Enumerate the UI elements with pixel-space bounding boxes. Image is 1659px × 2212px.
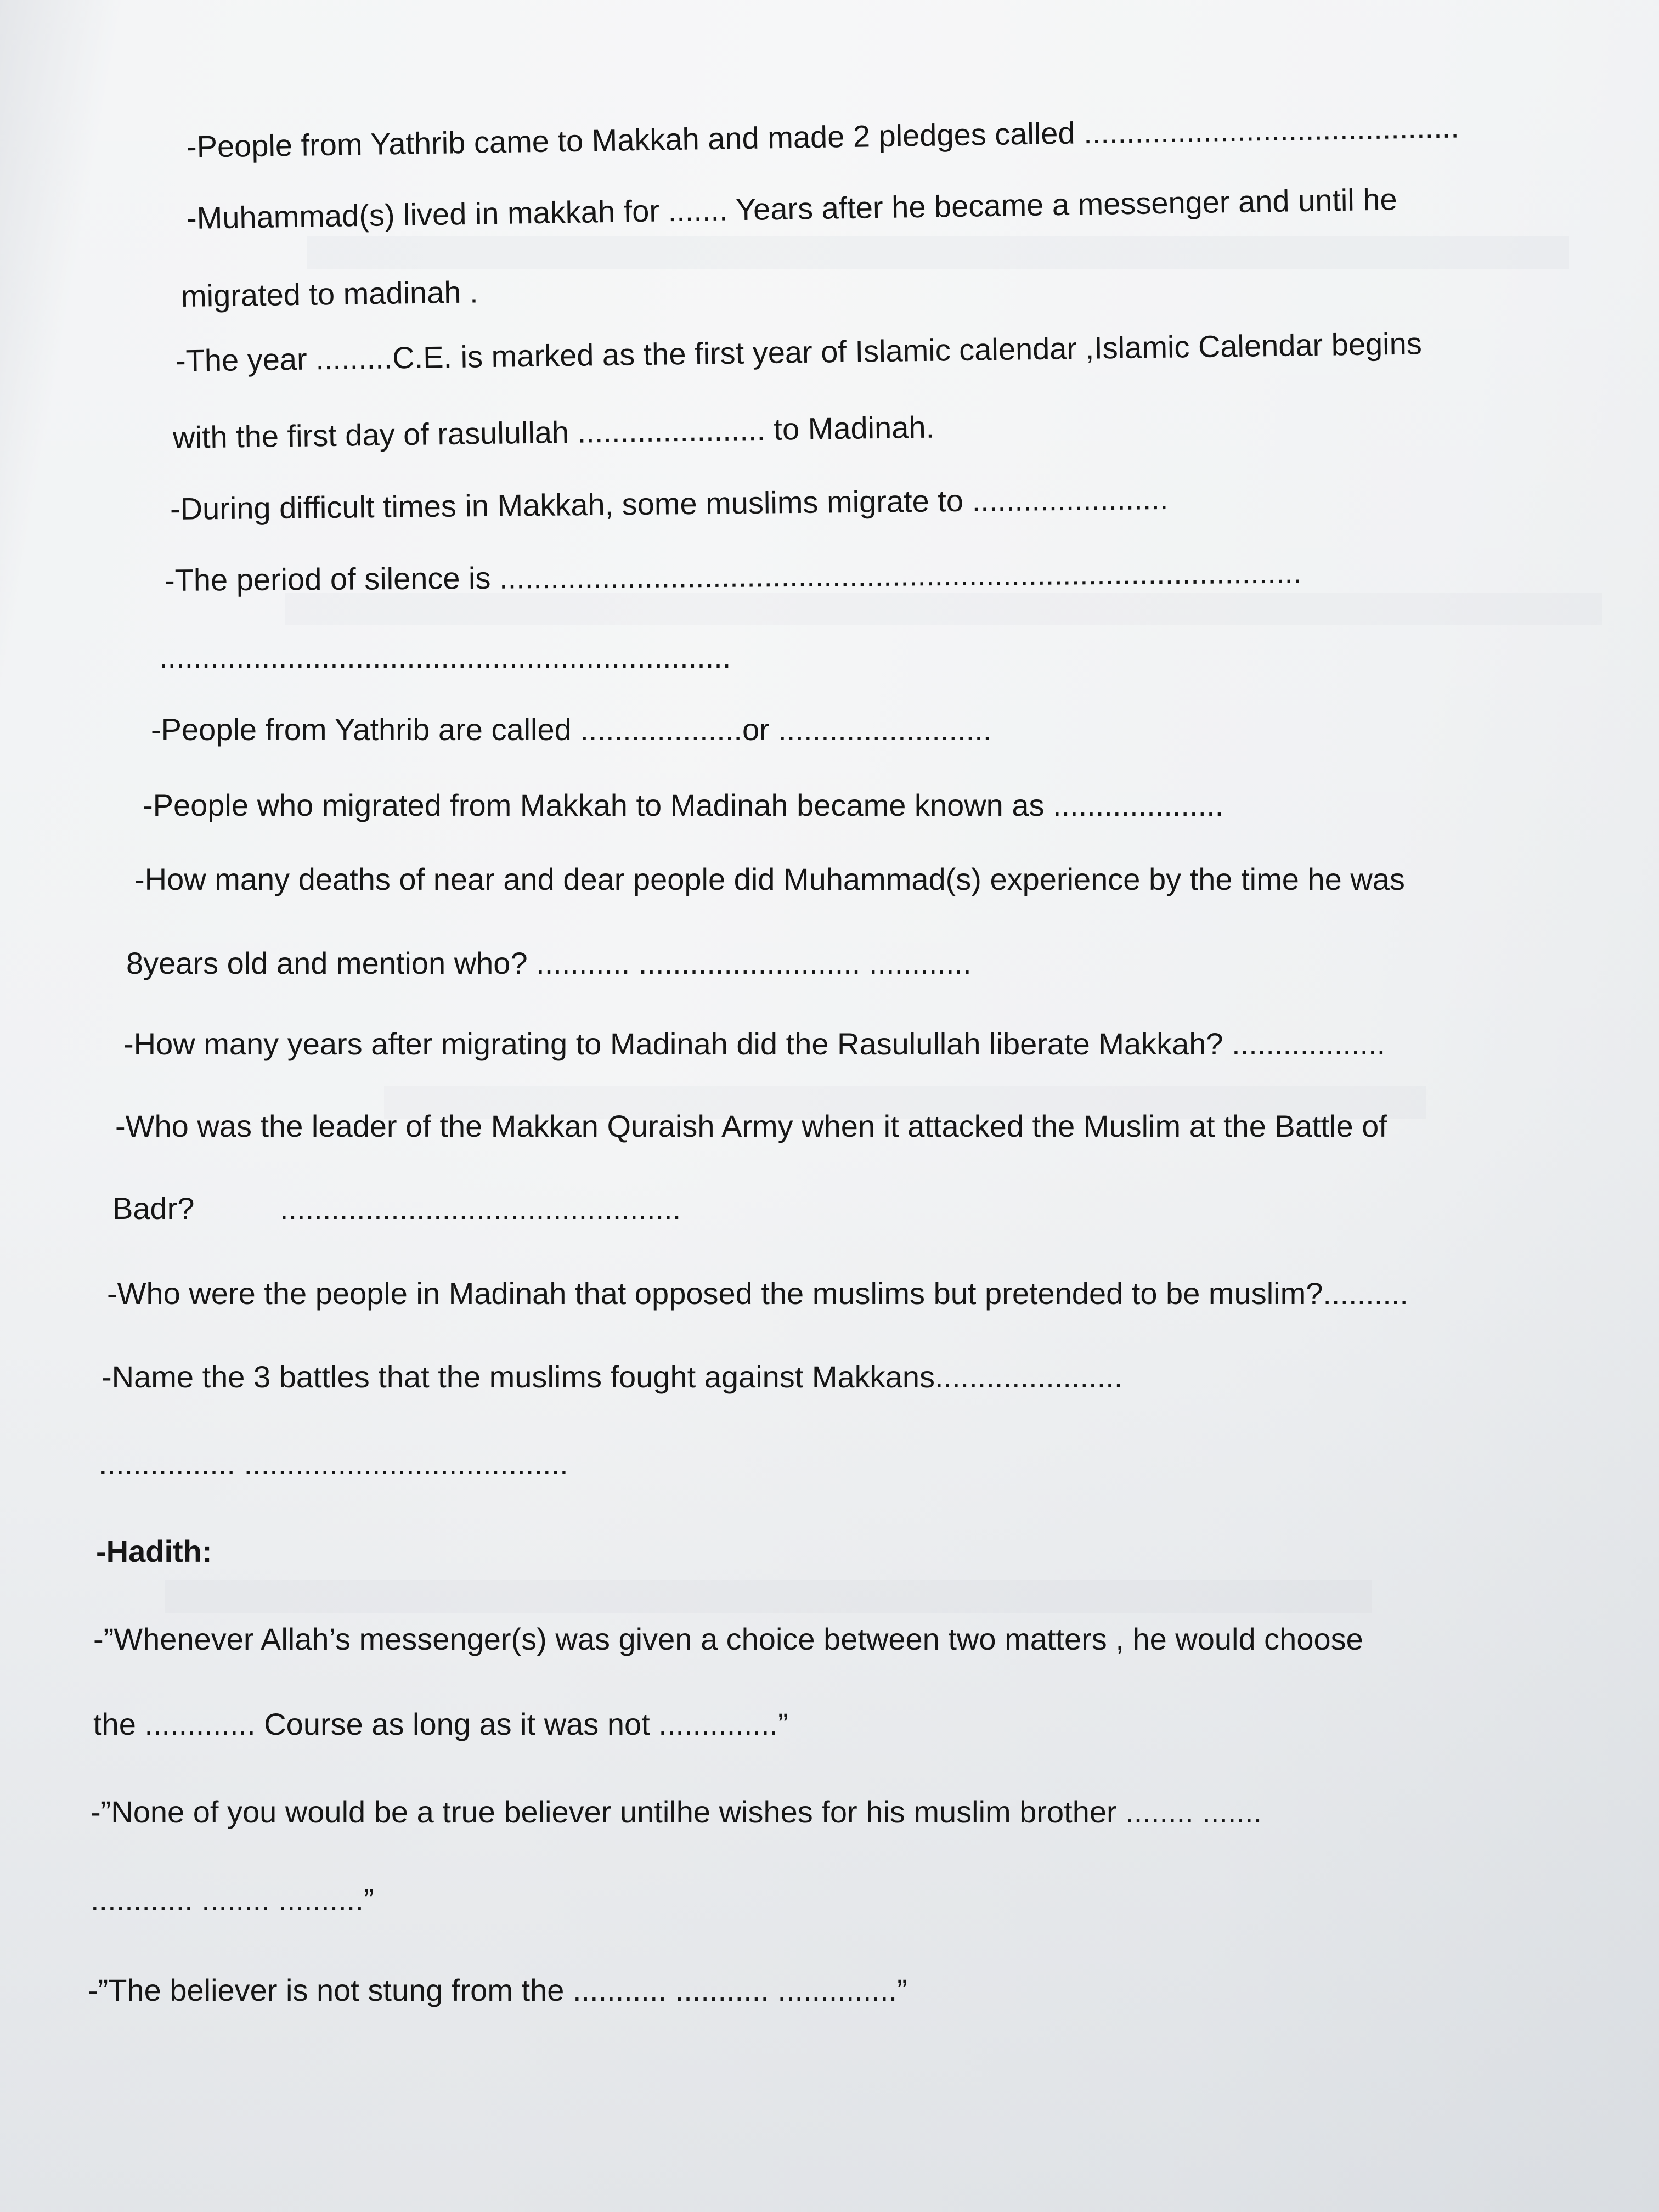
q-migrants-known-as: -People who migrated from Makkah to Madinah became known as .................... — [143, 788, 1224, 822]
q-islamic-calendar: -The year .........C.E. is marked as the first year of Islamic calendar ,Islamic Calendar begins — [175, 326, 1423, 378]
q-pretended-muslims: -Who were the people in Madinah that opposed the muslims but pretended to be muslim?.......... — [107, 1276, 1408, 1311]
q-three-battles: -Name the 3 battles that the muslims fought against Makkans...................... — [101, 1359, 1123, 1394]
bleed-through-block — [165, 1580, 1372, 1613]
q-period-of-silence-cont: ................................................................... — [159, 640, 731, 674]
q-three-battles-cont: ................ ...................................... — [99, 1446, 568, 1481]
hadith-choice-cont: the ............. Course as long as it was not ..............” — [93, 1707, 788, 1741]
q-pledges: -People from Yathrib came to Makkah and made 2 pledges called ............................................ — [186, 109, 1460, 164]
q-deaths-experienced-cont: 8years old and mention who? ........... .......................... ............ — [126, 946, 972, 980]
q-yathrib-called: -People from Yathrib are called ...................or ......................... — [151, 712, 992, 747]
q-islamic-calendar-cont: with the first day of rasulullah ...................... to Madinah. — [172, 409, 935, 455]
hadith-true-believer: -”None of you would be a true believer untilhe wishes for his muslim brother ........ ....... — [91, 1795, 1262, 1829]
q-battle-of-badr-cont: Badr? ............................................... — [112, 1191, 681, 1226]
q-years-in-makkah: -Muhammad(s) lived in makkah for ....... Years after he became a messenger and until he — [186, 182, 1398, 235]
q-difficult-times: -During difficult times in Makkah, some muslims migrate to ....................... — [170, 481, 1169, 526]
q-years-in-makkah-cont: migrated to madinah . — [180, 274, 479, 313]
q-period-of-silence: -The period of silence is .............................................................................................. — [164, 555, 1302, 597]
hadith-true-believer-cont: ............ ........ ..........” — [91, 1882, 374, 1917]
q-deaths-experienced: -How many deaths of near and dear people did Muhammad(s) experience by the time he was — [134, 862, 1405, 896]
hadith-choice: -”Whenever Allah’s messenger(s) was given a choice between two matters , he would choose — [93, 1622, 1363, 1656]
hadith-not-stung: -”The believer is not stung from the ........... ........... ..............” — [88, 1973, 907, 2007]
bleed-through-block — [307, 236, 1569, 269]
q-battle-of-badr: -Who was the leader of the Makkan Quraish Army when it attacked the Muslim at the Battle of — [115, 1109, 1387, 1143]
bleed-through-block — [285, 592, 1602, 625]
q-liberate-makkah: -How many years after migrating to Madinah did the Rasulullah liberate Makkah? .................. — [123, 1026, 1386, 1061]
section-heading-hadith: -Hadith: — [96, 1534, 212, 1568]
